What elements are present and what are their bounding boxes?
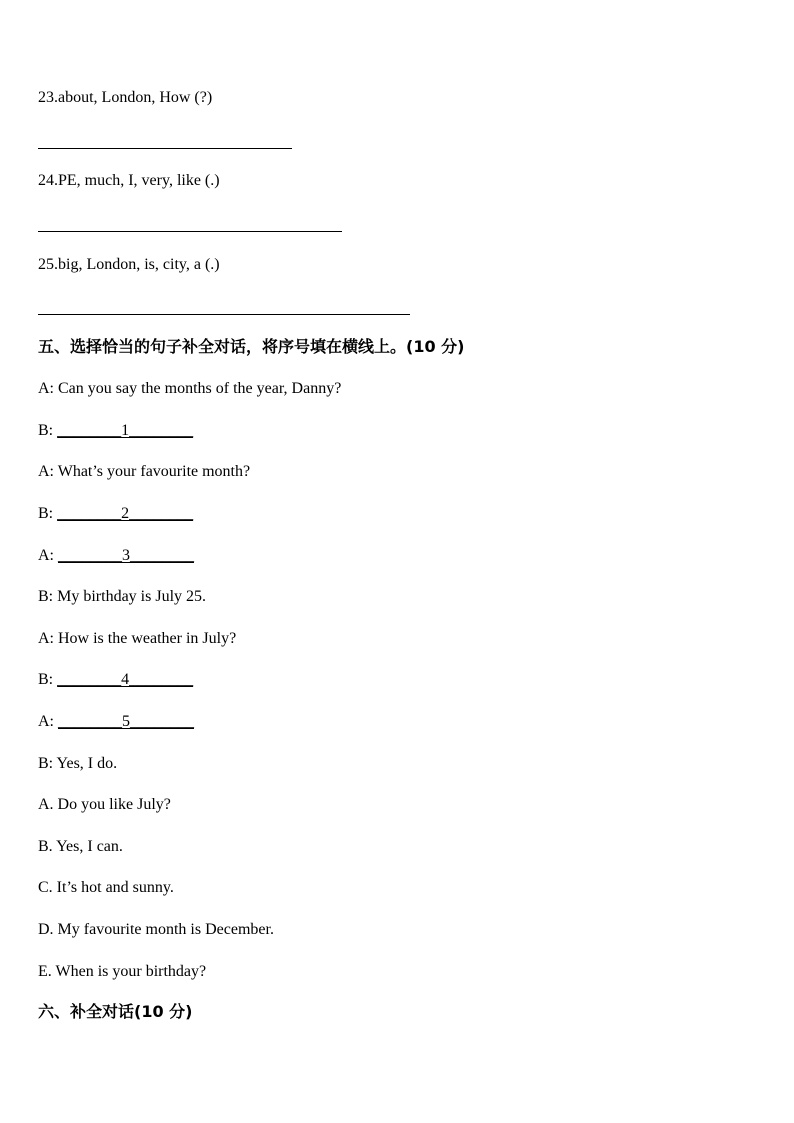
dialog-line: A: Can you say the months of the year, Danny? xyxy=(38,380,342,397)
question-25: 25.big, London, is, city, a (.) xyxy=(38,256,220,273)
answer-blank-2: ________2________ xyxy=(57,505,194,522)
section-6-heading: 六、补全对话(10 分) xyxy=(38,1002,193,1021)
speaker-prefix: A: xyxy=(38,713,58,730)
dialog-line: A: What’s your favourite month? xyxy=(38,463,251,480)
speaker-prefix: B: xyxy=(38,505,58,522)
answer-blank-5: ________5________ xyxy=(58,713,194,730)
answer-blank-4: ________4________ xyxy=(57,671,194,688)
speaker-prefix: B: xyxy=(38,671,58,688)
question-23: 23.about, London, How (?) xyxy=(38,89,213,106)
dialog-line: B: My birthday is July 25. xyxy=(38,588,207,605)
dialog-line xyxy=(38,712,194,732)
dialog-line xyxy=(38,504,193,524)
option-e: E. When is your birthday? xyxy=(38,963,207,980)
dialog-line xyxy=(38,670,193,690)
dialog-line: A: How is the weather in July? xyxy=(38,630,237,647)
option-b: B. Yes, I can. xyxy=(38,838,123,855)
dialog-line: B: Yes, I do. xyxy=(38,755,118,772)
question-24: 24.PE, much, I, very, like (.) xyxy=(38,172,220,189)
option-a: A. Do you like July? xyxy=(38,796,171,813)
speaker-prefix: B: xyxy=(38,422,58,439)
answer-line-25 xyxy=(38,314,410,315)
answer-blank-3: ________3________ xyxy=(58,547,194,564)
speaker-prefix: A: xyxy=(38,547,58,564)
dialog-line xyxy=(38,421,193,441)
dialog-line xyxy=(38,546,194,566)
answer-line-24 xyxy=(38,231,342,232)
option-d: D. My favourite month is December. xyxy=(38,921,274,938)
section-5-heading: 五、选择恰当的句子补全对话，将序号填在横线上。(10 分) xyxy=(38,337,465,356)
option-c: C. It’s hot and sunny. xyxy=(38,879,174,896)
answer-blank-1: ________1________ xyxy=(57,422,194,439)
answer-line-23 xyxy=(38,148,292,149)
